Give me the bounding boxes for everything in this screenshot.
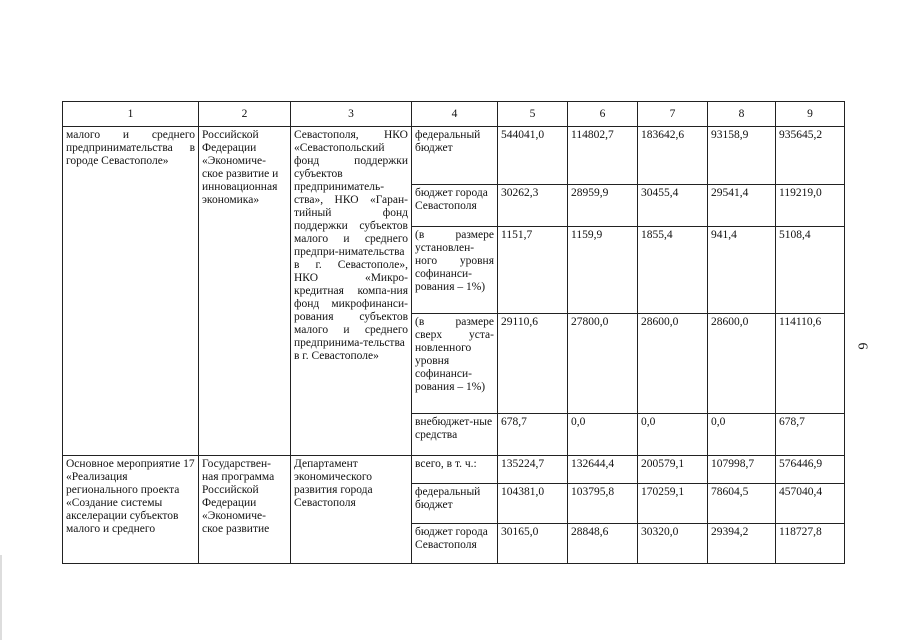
value-cell: 118727,8 xyxy=(776,524,845,564)
header-cell: 9 xyxy=(776,102,845,127)
value-cell: 104381,0 xyxy=(498,484,568,524)
program-cell: Государствен-ная программа Российской Федерации «Экономиче-ское развитие xyxy=(199,456,291,564)
value-cell: 30262,3 xyxy=(498,185,568,227)
header-cell: 7 xyxy=(638,102,708,127)
value-cell: 28959,9 xyxy=(568,185,638,227)
funding-source-cell: (в размере установлен-ного уровня софинанси-рования – 1%) xyxy=(412,227,498,314)
value-cell: 28600,0 xyxy=(638,314,708,414)
funding-source-cell: (в размере сверх уста-новленного уровня софинанси-рования – 1%) xyxy=(412,314,498,414)
value-cell: 200579,1 xyxy=(638,456,708,484)
value-cell: 576446,9 xyxy=(776,456,845,484)
funding-source-cell: внебюджет-ные средства xyxy=(412,414,498,456)
activity-name-cell: малого и среднего предпринимательства в городе Севастополе» xyxy=(63,127,199,456)
scan-edge-artifact xyxy=(0,555,2,640)
program-cell: Российской Федерации «Экономиче-ское развитие и инновационная экономика» xyxy=(199,127,291,456)
value-cell: 678,7 xyxy=(776,414,845,456)
header-cell: 4 xyxy=(412,102,498,127)
value-cell: 0,0 xyxy=(708,414,776,456)
value-cell: 29394,2 xyxy=(708,524,776,564)
value-cell: 457040,4 xyxy=(776,484,845,524)
header-cell: 8 xyxy=(708,102,776,127)
value-cell: 93158,9 xyxy=(708,127,776,185)
value-cell: 30165,0 xyxy=(498,524,568,564)
value-cell: 103795,8 xyxy=(568,484,638,524)
value-cell: 1151,7 xyxy=(498,227,568,314)
funding-source-cell: бюджет города Севастополя xyxy=(412,185,498,227)
value-cell: 119219,0 xyxy=(776,185,845,227)
header-cell: 6 xyxy=(568,102,638,127)
value-cell: 114110,6 xyxy=(776,314,845,414)
header-cell: 3 xyxy=(291,102,412,127)
budget-table xyxy=(62,101,845,564)
value-cell: 30455,4 xyxy=(638,185,708,227)
table-row xyxy=(63,127,845,185)
value-cell: 78604,5 xyxy=(708,484,776,524)
value-cell: 29541,4 xyxy=(708,185,776,227)
page-number: 6 xyxy=(854,342,870,350)
table-row xyxy=(63,456,845,484)
executor-cell: Севастополя, НКО «Севастопольский фонд поддержки субъектов предприниматель-ства», НКО «Гаран-тийный фонд поддержки субъектов малого и среднего предпри-нимательства в г. Севастополе», НКО «Микро-кредитная компа-ния фонд микрофинанси-рования субъектов малого и среднего предпринима-тельства в г. Севастополе» xyxy=(291,127,412,456)
value-cell: 170259,1 xyxy=(638,484,708,524)
header-cell: 1 xyxy=(63,102,199,127)
activity-name-cell: Основное мероприятие 17 «Реализация регионального проекта «Создание системы акселерации субъектов малого и среднего xyxy=(63,456,199,564)
value-cell: 114802,7 xyxy=(568,127,638,185)
header-row xyxy=(63,102,845,127)
value-cell: 0,0 xyxy=(638,414,708,456)
value-cell: 135224,7 xyxy=(498,456,568,484)
value-cell: 941,4 xyxy=(708,227,776,314)
value-cell: 544041,0 xyxy=(498,127,568,185)
value-cell: 1855,4 xyxy=(638,227,708,314)
value-cell: 678,7 xyxy=(498,414,568,456)
value-cell: 28600,0 xyxy=(708,314,776,414)
header-cell: 5 xyxy=(498,102,568,127)
value-cell: 107998,7 xyxy=(708,456,776,484)
funding-source-cell: федеральный бюджет xyxy=(412,127,498,185)
executor-cell: Департамент экономического развития города Севастополя xyxy=(291,456,412,564)
value-cell: 28848,6 xyxy=(568,524,638,564)
value-cell: 0,0 xyxy=(568,414,638,456)
funding-source-cell: бюджет города Севастополя xyxy=(412,524,498,564)
value-cell: 29110,6 xyxy=(498,314,568,414)
value-cell: 935645,2 xyxy=(776,127,845,185)
funding-source-cell: федеральный бюджет xyxy=(412,484,498,524)
value-cell: 5108,4 xyxy=(776,227,845,314)
funding-source-cell: всего, в т. ч.: xyxy=(412,456,498,484)
value-cell: 30320,0 xyxy=(638,524,708,564)
value-cell: 183642,6 xyxy=(638,127,708,185)
value-cell: 27800,0 xyxy=(568,314,638,414)
value-cell: 132644,4 xyxy=(568,456,638,484)
header-cell: 2 xyxy=(199,102,291,127)
value-cell: 1159,9 xyxy=(568,227,638,314)
